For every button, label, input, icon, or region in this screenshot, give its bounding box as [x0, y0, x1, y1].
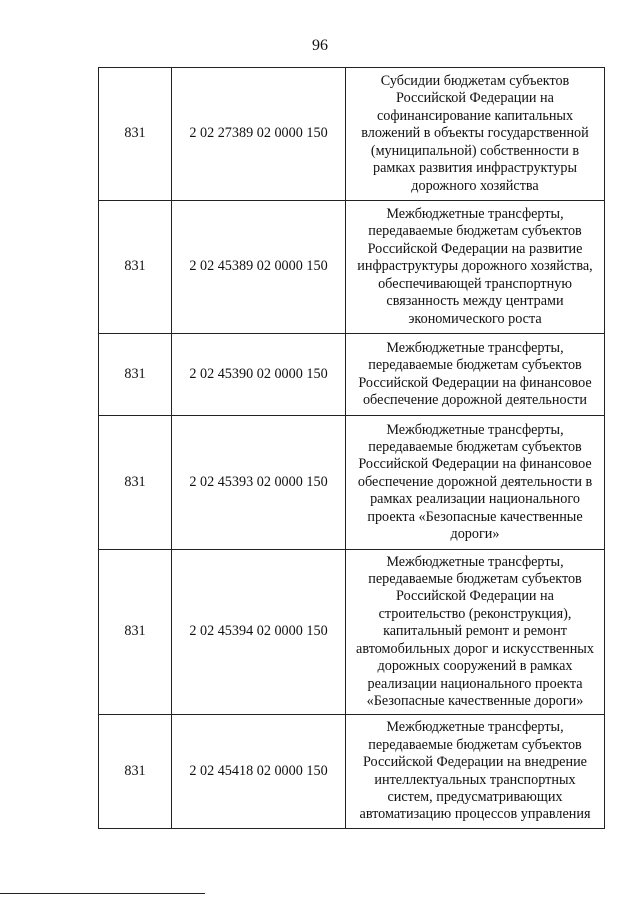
description-line: рамках реализации национального [370, 491, 580, 508]
table-row [99, 68, 605, 201]
description-line: дорожного хозяйства [411, 177, 539, 194]
description-line: рамках развития инфраструктуры [372, 160, 577, 177]
description-line: строительство (реконструкция), [378, 605, 572, 622]
description-line: инфраструктуры дорожного хозяйства, [357, 258, 593, 275]
description-line: (муниципальной) собственности в [370, 142, 580, 159]
table-row [99, 550, 605, 715]
budget-classification-table [98, 67, 605, 829]
description-line: Российской Федерации на финансовое [358, 374, 592, 391]
description-line: дороги» [450, 526, 500, 543]
description-cell [346, 715, 605, 829]
table-row [99, 334, 605, 416]
description-line: Российской Федерации на внедрение [363, 754, 587, 771]
kbk-code-cell: 2 02 45418 02 0000 150 [172, 715, 346, 829]
table-row [99, 201, 605, 334]
description-line: передаваемые бюджетам субъектов [368, 357, 582, 374]
kbk-code-cell: 2 02 45390 02 0000 150 [172, 334, 346, 416]
description-line: реализации национального проекта [367, 675, 583, 692]
description-line: Межбюджетные трансферты, [386, 206, 564, 223]
description-line: Российской Федерации на [396, 90, 554, 107]
page-number: 96 [312, 37, 328, 54]
description-cell [346, 334, 605, 416]
description-line: софинансирование капитальных [376, 107, 574, 124]
description-line: капитальный ремонт и ремонт [383, 623, 567, 640]
description-line: автоматизацию процессов управления [359, 806, 591, 823]
admin-code-cell: 831 [99, 201, 172, 334]
description-line: проекта «Безопасные качественные [367, 508, 583, 525]
description-line: Межбюджетные трансферты, [386, 553, 564, 570]
description-line: систем, предусматривающих [387, 788, 563, 805]
description-line: Субсидии бюджетам субъектов [380, 73, 570, 90]
table-row [99, 715, 605, 829]
description-cell [346, 416, 605, 550]
description-line: передаваемые бюджетам субъектов [368, 571, 582, 588]
description-line: связанность между центрами [386, 293, 564, 310]
description-line: Российской Федерации на финансовое [358, 456, 592, 473]
table-row [99, 416, 605, 550]
description-line: вложений в объекты государственной [361, 125, 589, 142]
description-line: интеллектуальных транспортных [374, 771, 576, 788]
table-body [99, 68, 605, 829]
description-line: обеспечение дорожной деятельности в [357, 473, 593, 490]
description-line: передаваемые бюджетам субъектов [368, 438, 582, 455]
description-line: передаваемые бюджетам субъектов [368, 223, 582, 240]
description-cell [346, 550, 605, 715]
description-line: Российской Федерации на [396, 588, 554, 605]
kbk-code-cell: 2 02 45394 02 0000 150 [172, 550, 346, 715]
description-line: автомобильных дорог и искусственных [356, 640, 594, 657]
admin-code-cell: 831 [99, 416, 172, 550]
description-line: дорожных сооружений в рамках [377, 658, 573, 675]
description-line: экономического роста [408, 310, 542, 327]
kbk-code-cell: 2 02 45393 02 0000 150 [172, 416, 346, 550]
admin-code-cell: 831 [99, 68, 172, 201]
footnote-separator-line [0, 893, 205, 894]
description-line: Российской Федерации на развитие [367, 240, 583, 257]
description-line: Межбюджетные трансферты, [386, 421, 564, 438]
description-line: Межбюджетные трансферты, [386, 719, 564, 736]
description-line: передаваемые бюджетам субъектов [368, 736, 582, 753]
description-line: Межбюджетные трансферты, [386, 339, 564, 356]
description-cell [346, 68, 605, 201]
description-line: «Безопасные качественные дороги» [366, 692, 584, 709]
admin-code-cell: 831 [99, 334, 172, 416]
description-line: обеспечение дорожной деятельности [362, 391, 588, 408]
kbk-code-cell: 2 02 45389 02 0000 150 [172, 201, 346, 334]
admin-code-cell: 831 [99, 550, 172, 715]
description-cell [346, 201, 605, 334]
admin-code-cell: 831 [99, 715, 172, 829]
kbk-code-cell: 2 02 27389 02 0000 150 [172, 68, 346, 201]
description-line: обеспечивающей транспортную [378, 275, 572, 292]
